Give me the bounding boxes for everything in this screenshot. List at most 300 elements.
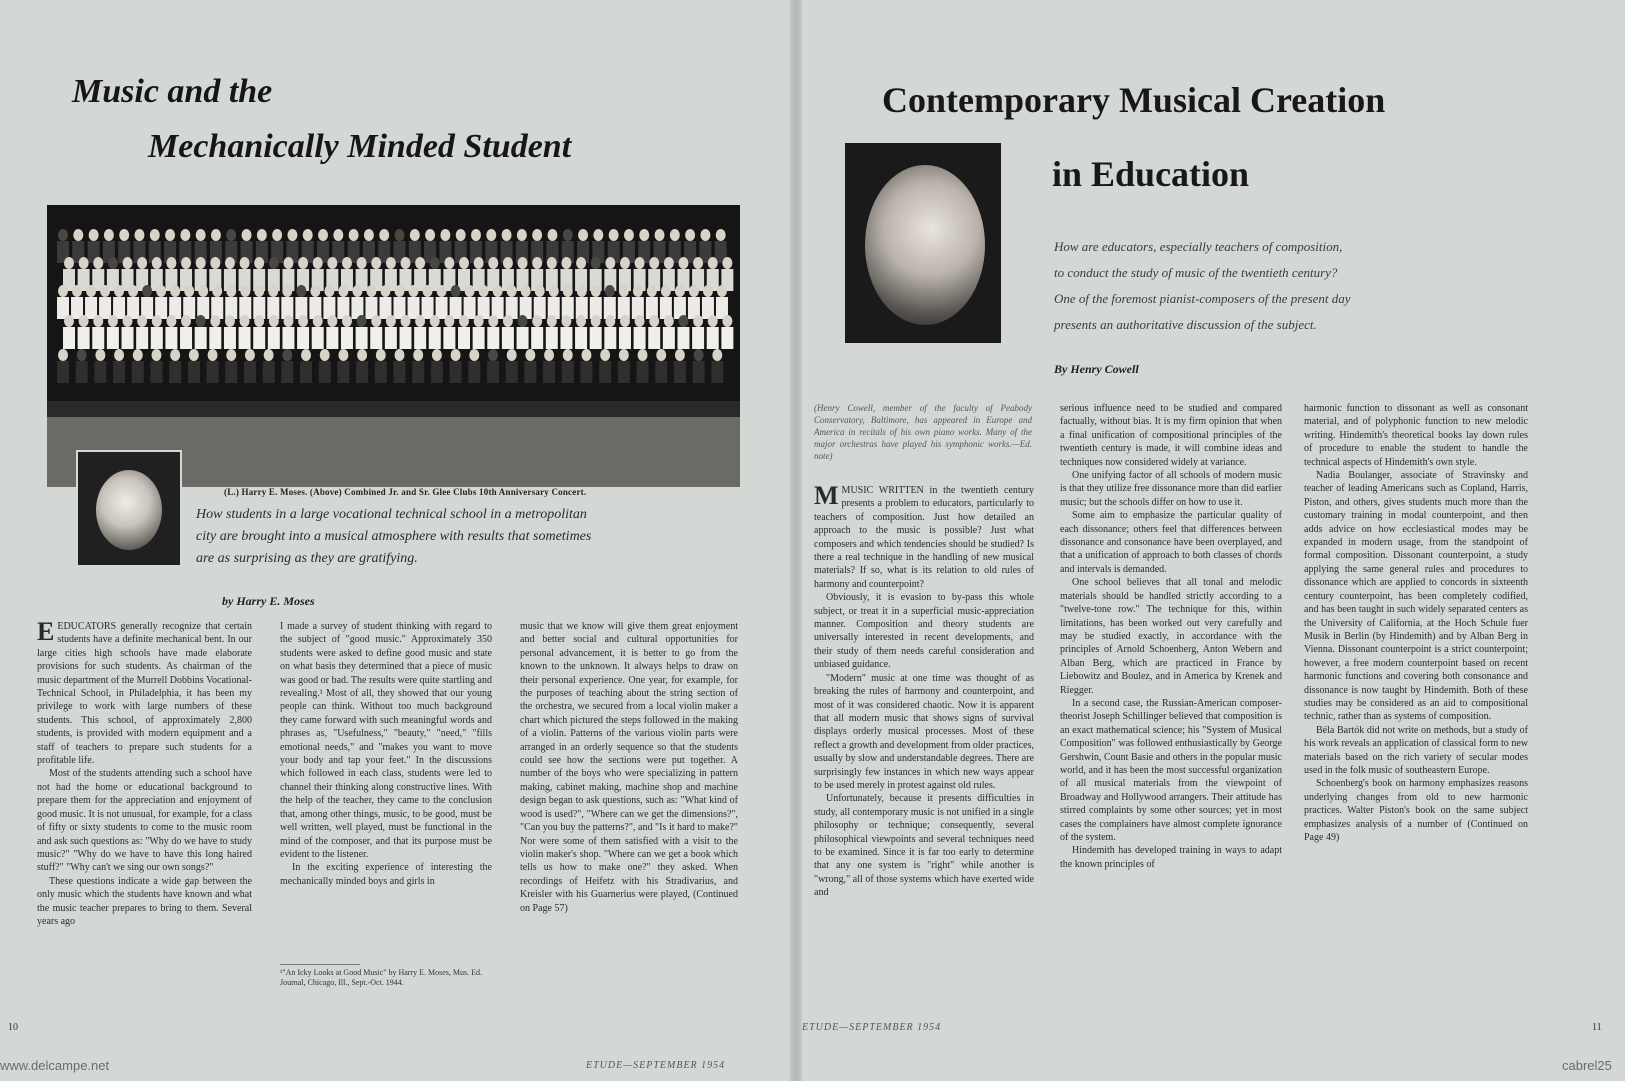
choir-member-head xyxy=(386,257,396,269)
choir-member-head xyxy=(93,257,103,269)
choir-member-head xyxy=(649,315,659,327)
choir-member-body xyxy=(450,361,462,383)
choir-member-head xyxy=(342,315,352,327)
choir-member-head xyxy=(196,229,206,241)
right-page-number: 11 xyxy=(1592,1022,1602,1033)
choir-member-head xyxy=(208,349,218,361)
choir-member-head xyxy=(535,285,545,297)
choir-member-head xyxy=(493,285,503,297)
choir-member-head xyxy=(212,285,222,297)
choir-member-head xyxy=(675,285,685,297)
choir-member-head xyxy=(474,315,484,327)
choir-member-body xyxy=(677,327,689,349)
choir-member-body xyxy=(300,361,312,383)
choir-member-head xyxy=(620,257,630,269)
choir-member-head xyxy=(469,349,479,361)
choir-member-head xyxy=(226,285,236,297)
choir-member-head xyxy=(415,257,425,269)
choir-member-body xyxy=(99,297,111,319)
choir-member-head xyxy=(700,229,710,241)
choir-member-body xyxy=(122,327,134,349)
choir-member-head xyxy=(693,315,703,327)
choir-member-body xyxy=(711,361,723,383)
choir-member-body xyxy=(422,297,434,319)
choir-member-head xyxy=(689,285,699,297)
choir-member-body xyxy=(92,327,104,349)
choir-member-head xyxy=(298,315,308,327)
choir-member-head xyxy=(156,285,166,297)
choir-member-body xyxy=(253,327,265,349)
left-title-line1: Music and the xyxy=(72,73,273,110)
left-page-number: 10 xyxy=(8,1022,18,1033)
choir-member-head xyxy=(152,257,162,269)
choir-member-head xyxy=(303,229,313,241)
choir-member-body xyxy=(57,361,69,383)
left-col1-para2: Most of the students attending such a school have not had the home or educational background to prepare them for the appreciation and enjoyment of good music. It is not unusual, for example, for a class of fifty or sixty students to come to the music room and ask such questions as: "Why do we have to study music?" "Why do we have to have this long haired stuff?" "Why can't we sing our own songs?" xyxy=(37,768,252,874)
choir-member-head xyxy=(114,285,124,297)
right-col2-para2: One unifying factor of all schools of modern music is that they utilize free dissonance more than did earlier music; but the schools differ on how to use it. xyxy=(1060,470,1282,508)
choir-member-head xyxy=(134,229,144,241)
choir-member-head xyxy=(254,315,264,327)
choir-member-head xyxy=(518,315,528,327)
choir-member-head xyxy=(395,229,405,241)
choir-member-head xyxy=(432,349,442,361)
footnote-rule xyxy=(280,964,360,965)
choir-member-body xyxy=(312,327,324,349)
watermark-left: www.delcampe.net xyxy=(0,1058,110,1073)
choir-member-body xyxy=(400,327,412,349)
choir-member-head xyxy=(93,315,103,327)
left-column-1 xyxy=(37,620,252,998)
editor-note: (Henry Cowell, member of the faculty of Peabody Conservatory, Baltimore, has appeared in Europe and America in recitals of his own piano works. Many of the major orchestras have played his symphonic works.—Ed. note) xyxy=(814,403,1032,461)
choir-member-head xyxy=(722,315,732,327)
choir-member-head xyxy=(525,349,535,361)
left-page xyxy=(0,0,790,1081)
photo-caption: (L.) Harry E. Moses. (Above) Combined Jr. and Sr. Glee Clubs 10th Anniversary Concert. xyxy=(224,487,587,497)
choir-member-head xyxy=(712,349,722,361)
choir-member-head xyxy=(717,285,727,297)
choir-member-body xyxy=(618,361,630,383)
choir-member-head xyxy=(366,285,376,297)
choir-member-head xyxy=(474,257,484,269)
choir-member-head xyxy=(547,257,557,269)
choir-member-head xyxy=(444,315,454,327)
choir-member-head xyxy=(576,315,586,327)
choir-member-head xyxy=(716,229,726,241)
choir-member-head xyxy=(119,229,129,241)
choir-member-head xyxy=(409,285,419,297)
choir-member-head xyxy=(577,285,587,297)
left-col3-para1: music that we know will give them great enjoyment and better social and cultural opportunities for personal advancement, it is better to go from the known to the unknown. It always helps to draw on their personal experience. One year, for example, for the purposes of teaching about the string section of the orchestra, we secured from a local violin maker a chart which pictured the steps followed in the making of a violin. Patterns of the various violin parts were arranged in an orderly sequence so that the students could see how the sections were put together. A number of the boys who were specializing in pattern making, cabinet making, machine shop and machine design began to ask questions, such as: "What kind of wood is used?", "Where can we get the dimensions?", "Can you buy the patterns?", and "Is it hard to make?" Nor were some of them satisfied with a visit to the violin maker's shop. "Where can we get a book which tells us how to make one?" they asked. When recordings of Heifetz with his Stradivarius, and Kreisler with his Guarnerius were played, (Continued on Page 57) xyxy=(520,621,738,914)
right-col1-para3: "Modern" music at one time was thought of as breaking the rules of harmony and counterpoint, and most of it was considered chaotic. Now it is apparent that all modern music that shows signs of survival displays orderly musical processes. Most of these reflect a growth and development from older practices, usually by slow and understandable degrees. There are surprisingly few instances in which new ways appear to be used merely in protest against old rules. xyxy=(814,672,1034,791)
choir-member-body xyxy=(319,361,331,383)
choir-member-head xyxy=(181,257,191,269)
choir-member-head xyxy=(133,349,143,361)
choir-member-head xyxy=(593,229,603,241)
choir-member-body xyxy=(169,361,181,383)
choir-member-head xyxy=(620,315,630,327)
choir-member-body xyxy=(63,327,75,349)
choir-member-head xyxy=(184,285,194,297)
right-title-line1: Contemporary Musical Creation xyxy=(882,80,1386,120)
dropcap: E xyxy=(37,620,55,646)
choir-member-head xyxy=(664,315,674,327)
choir-member-head xyxy=(430,257,440,269)
left-runner: ETUDE—SEPTEMBER 1954 xyxy=(586,1060,726,1071)
choir-member-head xyxy=(502,229,512,241)
choir-member-head xyxy=(254,285,264,297)
choir-member-body xyxy=(458,327,470,349)
author-portrait-face xyxy=(865,165,985,325)
watermark-right: cabrel25 xyxy=(1562,1058,1612,1073)
choir-member-head xyxy=(410,229,420,241)
choir-member-head xyxy=(269,315,279,327)
choir-member-body xyxy=(209,327,221,349)
choir-member-body xyxy=(239,327,251,349)
choir-member-head xyxy=(211,229,221,241)
choir-member-head xyxy=(547,229,557,241)
choir-member-head xyxy=(507,285,517,297)
author-photo-moses xyxy=(76,450,182,567)
choir-member-body xyxy=(375,361,387,383)
choir-member-body xyxy=(94,361,106,383)
choir-member-body xyxy=(78,327,90,349)
choir-member-head xyxy=(675,349,685,361)
right-lede-line2: to conduct the study of music of the twentieth century? xyxy=(1054,265,1338,280)
right-lede-line4: presents an authoritative discussion of the subject. xyxy=(1054,317,1317,332)
choir-member-body xyxy=(85,297,97,319)
choir-member-head xyxy=(655,229,665,241)
right-col2-para1: serious influence need to be studied and compared factually, without bias. It is my firm opinion that when a final unification of compositional principles of the twentieth century is made, it will combine ideas and techniques now considered widely at variance. xyxy=(1060,403,1282,468)
choir-member-head xyxy=(471,229,481,241)
choir-member-head xyxy=(357,257,367,269)
choir-member-body xyxy=(674,361,686,383)
choir-member-head xyxy=(395,349,405,361)
choir-member-body xyxy=(590,327,602,349)
choir-member-body xyxy=(165,327,177,349)
choir-member-head xyxy=(532,257,542,269)
choir-member-head xyxy=(563,229,573,241)
choir-member-head xyxy=(257,229,267,241)
right-runner: ETUDE—SEPTEMBER 1954 xyxy=(802,1022,942,1033)
choir-member-head xyxy=(357,315,367,327)
choir-member-head xyxy=(386,315,396,327)
choir-member-head xyxy=(240,285,250,297)
choir-member-body xyxy=(370,327,382,349)
choir-member-body xyxy=(356,361,368,383)
choir-member-head xyxy=(488,315,498,327)
choir-member-body xyxy=(562,361,574,383)
choir-member-head xyxy=(437,285,447,297)
choir-member-head xyxy=(269,257,279,269)
choir-member-body xyxy=(634,327,646,349)
choir-member-head xyxy=(456,229,466,241)
choir-member-head xyxy=(430,315,440,327)
choir-member-head xyxy=(561,257,571,269)
choir-member-head xyxy=(578,229,588,241)
choir-member-head xyxy=(425,229,435,241)
right-col1-para2: Obviously, it is evasion to by-pass this whole subject, or treat it in a superficial music-appreciation manner. Composition and theory students are universally interested in recent developments, and their study of them needs careful consideration and unbiased guidance. xyxy=(814,592,1034,671)
right-col2-para4: One school believes that all tonal and melodic materials should be handled strictly according to a "twelve-tone row." The technique for this, within limitations, has been worked out very carefully and may be studied exactly, in accordance with the principles of Arnold Schoenberg, Anton Webern and Alban Berg, which are practiced in France by Liebowitz and Boulez, and in America by Krenek and Riegger. xyxy=(1060,577,1282,696)
choir-member-head xyxy=(170,285,180,297)
dropcap: M xyxy=(814,484,839,510)
choir-member-head xyxy=(283,257,293,269)
choir-member-head xyxy=(371,315,381,327)
choir-member-head xyxy=(210,315,220,327)
choir-member-head xyxy=(678,315,688,327)
choir-member-head xyxy=(310,285,320,297)
choir-member-head xyxy=(240,315,250,327)
right-col1-para4: Unfortunately, because it presents difficulties in study, all contemporary music is not unified in a single philosophy or technique; consequently, several philosophical viewpoints and several techniques need to be examined. Since it is far too early to determine that any one system is "right" while another is "wrong," all of those systems which have exerted wide and xyxy=(814,793,1034,899)
choir-member-body xyxy=(151,327,163,349)
choir-member-head xyxy=(444,257,454,269)
author-portrait-face xyxy=(96,470,162,550)
choir-member-head xyxy=(563,349,573,361)
right-column-1 xyxy=(814,484,1034,1002)
choir-member-head xyxy=(656,349,666,361)
choir-member-head xyxy=(287,229,297,241)
choir-member-body xyxy=(663,327,675,349)
choir-member-head xyxy=(581,349,591,361)
left-column-2 xyxy=(280,620,492,920)
choir-member-head xyxy=(338,285,348,297)
choir-member-body xyxy=(543,361,555,383)
choir-member-body xyxy=(76,361,88,383)
choir-member-head xyxy=(313,257,323,269)
choir-member-head xyxy=(661,285,671,297)
choir-member-body xyxy=(473,327,485,349)
choir-member-body xyxy=(487,327,499,349)
choir-member-head xyxy=(327,315,337,327)
choir-member-head xyxy=(544,349,554,361)
choir-member-head xyxy=(108,257,118,269)
choir-member-body xyxy=(385,327,397,349)
choir-member-head xyxy=(547,315,557,327)
choir-member-body xyxy=(560,327,572,349)
choir-member-head xyxy=(413,349,423,361)
glee-club-photo xyxy=(47,205,740,487)
right-lede-line3: One of the foremost pianist-composers of the present day xyxy=(1054,291,1351,306)
left-column-3 xyxy=(520,620,738,1002)
choir-member-head xyxy=(440,229,450,241)
choir-member-head xyxy=(488,349,498,361)
choir-member-body xyxy=(524,361,536,383)
left-col2-para1: I made a survey of student thinking with regard to the subject of "good music." Approximately 350 students were asked to define good music and state on what basis they determined that a piece of music was good or bad. The results were quite startling and revealing.¹ Most of all, they showed that our young people can think. Without too much background they came forward with such meaningful words and phrases as, "Usefulness," "beauty," "need," "fills emotional needs," and "makes you want to move your body and tap your feet." In the discussions which followed in each class, students were led to channel their thinking along constructive lines. With the help of the teacher, they came to the conclusion that, among other things, music, to be good, must be well written, well played, must be functional in the mind of the composer, and that its purpose must be evident to the listener. xyxy=(280,621,492,860)
choir-member-head xyxy=(86,285,96,297)
choir-member-head xyxy=(142,285,152,297)
choir-member-head xyxy=(283,315,293,327)
left-byline: by Harry E. Moses xyxy=(222,594,315,608)
choir-member-head xyxy=(327,257,337,269)
right-col3-para4: Schoenberg's book on harmony emphasizes reasons underlying changes from old to new harmonic practices. Walter Piston's book on the same subject emphasizes analysis of a number of (Continued on Page 49) xyxy=(1304,778,1528,843)
choir-member-head xyxy=(521,285,531,297)
choir-member-body xyxy=(436,297,448,319)
choir-member-body xyxy=(575,327,587,349)
choir-member-body xyxy=(207,361,219,383)
choir-member-body xyxy=(244,361,256,383)
glee-club-photo-image xyxy=(47,205,740,487)
left-col2-para2: In the exciting experience of interesting the mechanically minded boys and girls in xyxy=(280,862,492,887)
choir-member-head xyxy=(254,257,264,269)
choir-member-head xyxy=(380,285,390,297)
choir-member-head xyxy=(301,349,311,361)
choir-member-head xyxy=(507,349,517,361)
right-byline: By Henry Cowell xyxy=(1054,362,1139,376)
choir-member-head xyxy=(114,349,124,361)
choir-member-head xyxy=(245,349,255,361)
choir-member-body xyxy=(224,327,236,349)
choir-member-head xyxy=(58,229,68,241)
choir-member-body xyxy=(408,297,420,319)
choir-member-head xyxy=(451,285,461,297)
choir-member-head xyxy=(64,257,74,269)
choir-member-body xyxy=(113,361,125,383)
choir-member-head xyxy=(638,349,648,361)
left-title-line2: Mechanically Minded Student xyxy=(148,128,572,165)
choir-member-body xyxy=(337,361,349,383)
left-lede: How students in a large vocational technical school in a metropolitan city are brought into a musical atmosphere with results that sometimes are as surprising as they are gratifying. xyxy=(196,507,592,566)
choir-member-head xyxy=(333,229,343,241)
choir-member-body xyxy=(502,327,514,349)
right-col2-para5: In a second case, the Russian-American composer-theorist Joseph Schillinger believed that composition is an exact mathematical science; his "System of Musical Composition" was followed enthusiastically by George Gershwin, Count Basie and others in the popular music world, and it has been the most successful organization of all musical materials from the viewpoint of Broadway and Hollywood arrangers. Their attitude has stirred complaints by some other sources; yet in most cases the complainers have almost complete ignorance of the system. xyxy=(1060,697,1282,843)
choir-member-body xyxy=(356,327,368,349)
choir-member-head xyxy=(376,349,386,361)
choir-member-head xyxy=(225,315,235,327)
choir-member-head xyxy=(451,349,461,361)
choir-member-head xyxy=(503,315,513,327)
choir-member-head xyxy=(693,257,703,269)
right-col3-para3: Béla Bartók did not write on methods, but a study of his work reveals an application of classical form to new materials based on the rich variety of secular modes used in the folk music of southeastern Europe. xyxy=(1304,724,1528,776)
choir-member-head xyxy=(324,285,334,297)
choir-member-body xyxy=(136,327,148,349)
choir-member-body xyxy=(655,361,667,383)
choir-member-head xyxy=(79,315,89,327)
choir-member-head xyxy=(296,285,306,297)
choir-member-head xyxy=(401,257,411,269)
choir-member-body xyxy=(707,327,719,349)
right-lede xyxy=(1054,234,1494,338)
right-lede-line1: How are educators, especially teachers of composition, xyxy=(1054,239,1343,254)
right-page xyxy=(802,0,1625,1081)
choir-member-body xyxy=(414,327,426,349)
right-column-3 xyxy=(1304,402,1528,1002)
choir-member-head xyxy=(165,229,175,241)
choir-member-head xyxy=(268,285,278,297)
choir-member-body xyxy=(132,361,144,383)
choir-member-head xyxy=(605,285,615,297)
choir-member-head xyxy=(226,349,236,361)
choir-member-body xyxy=(648,327,660,349)
choir-member-head xyxy=(561,315,571,327)
choir-member-head xyxy=(685,229,695,241)
choir-member-head xyxy=(664,257,674,269)
choir-member-head xyxy=(503,257,513,269)
choir-member-head xyxy=(320,349,330,361)
choir-member-head xyxy=(633,285,643,297)
choir-member-head xyxy=(600,349,610,361)
choir-member-head xyxy=(318,229,328,241)
choir-member-head xyxy=(549,285,559,297)
choir-member-head xyxy=(64,315,74,327)
right-col3-para2: Nadia Boulanger, associate of Stravinsky and teacher of leading Americans such as Copland, Harris, Piston, and others, gives students much more than the customary training in modal counterpoint, and then adds advice on how ecclesiastical modes may be expanded in modern usage, from the standpoint of formal composition. Dissonant counterpoint, a study applying the same general rules and procedures to dissonance which are applied to concords in sixteenth century counterpoint, has been completely codified, and has been taught in such widely separated centers as the University of California, at the Hoch Schule fuer Musik in Berlin (by Hindemith) and by Alban Berg in Vienna. Dissonant counterpoint is a strict counterpoint; however, a free modern counterpoint based on recent harmonic functions and covering both consonance and dissonance is now taught by Hindemith. Both of these studies may be considered as an aid to compositional technic, rather than as systems of composition. xyxy=(1304,470,1528,723)
choir-member-head xyxy=(703,285,713,297)
choir-member-head xyxy=(123,315,133,327)
choir-member-body xyxy=(604,327,616,349)
right-title-line2: in Education xyxy=(1052,154,1250,194)
choir-member-head xyxy=(532,315,542,327)
choir-member-head xyxy=(591,315,601,327)
choir-member-head xyxy=(166,315,176,327)
choir-member-head xyxy=(73,229,83,241)
choir-member-body xyxy=(268,327,280,349)
choir-member-head xyxy=(150,229,160,241)
choir-member-head xyxy=(196,315,206,327)
choir-member-body xyxy=(150,361,162,383)
choir-member-head xyxy=(198,285,208,297)
choir-member-body xyxy=(580,361,592,383)
choir-member-head xyxy=(95,349,105,361)
choir-member-body xyxy=(429,327,441,349)
left-col1-para1: EEDUCATORS generally recognize that certain students have a definite mechanical bent. In our large cities high schools have made elaborate provisions for such students. As chairman of the music department of the Murrell Dobbins Vocational-Technical School, in Philadelphia, it has been my privilege to work with large numbers of these students. This school, of approximately 2,800 students, is provided with modern equipment and a staff of teachers to prepare such students for a profitable life. xyxy=(37,620,252,767)
choir-member-head xyxy=(342,257,352,269)
choir-member-head xyxy=(357,349,367,361)
choir-member-head xyxy=(371,257,381,269)
choir-member-head xyxy=(486,229,496,241)
choir-member-body xyxy=(188,361,200,383)
choir-member-head xyxy=(210,257,220,269)
choir-member-head xyxy=(77,349,87,361)
choir-member-body xyxy=(517,327,529,349)
choir-member-body xyxy=(487,361,499,383)
choir-member-head xyxy=(639,229,649,241)
author-photo-cowell xyxy=(845,143,1001,343)
choir-member-head xyxy=(58,285,68,297)
choir-member-head xyxy=(415,315,425,327)
choir-member-head xyxy=(649,257,659,269)
choir-member-head xyxy=(395,285,405,297)
choir-member-head xyxy=(459,257,469,269)
choir-member-head xyxy=(624,229,634,241)
right-col2-para6: Hindemith has developed training in ways to adapt the known principles of xyxy=(1060,845,1282,870)
choir-member-body xyxy=(341,327,353,349)
choir-member-head xyxy=(518,257,528,269)
choir-member-head xyxy=(104,229,114,241)
choir-member-head xyxy=(137,257,147,269)
choir-member-body xyxy=(637,361,649,383)
choir-member-head xyxy=(108,315,118,327)
choir-member-head xyxy=(517,229,527,241)
choir-member-body xyxy=(195,327,207,349)
choir-member-head xyxy=(226,229,236,241)
choir-member-body xyxy=(431,361,443,383)
choir-member-head xyxy=(338,349,348,361)
choir-member-head xyxy=(242,229,252,241)
choir-member-head xyxy=(401,315,411,327)
choir-member-head xyxy=(609,229,619,241)
choir-member-head xyxy=(479,285,489,297)
choir-member-head xyxy=(619,285,629,297)
choir-member-head xyxy=(240,257,250,269)
choir-member-head xyxy=(79,257,89,269)
choir-member-head xyxy=(576,257,586,269)
choir-member-body xyxy=(297,327,309,349)
choir-member-body xyxy=(107,327,119,349)
choir-member-head xyxy=(282,285,292,297)
choir-member-head xyxy=(196,257,206,269)
choir-member-head xyxy=(298,257,308,269)
choir-member-head xyxy=(722,257,732,269)
choir-member-head xyxy=(181,315,191,327)
